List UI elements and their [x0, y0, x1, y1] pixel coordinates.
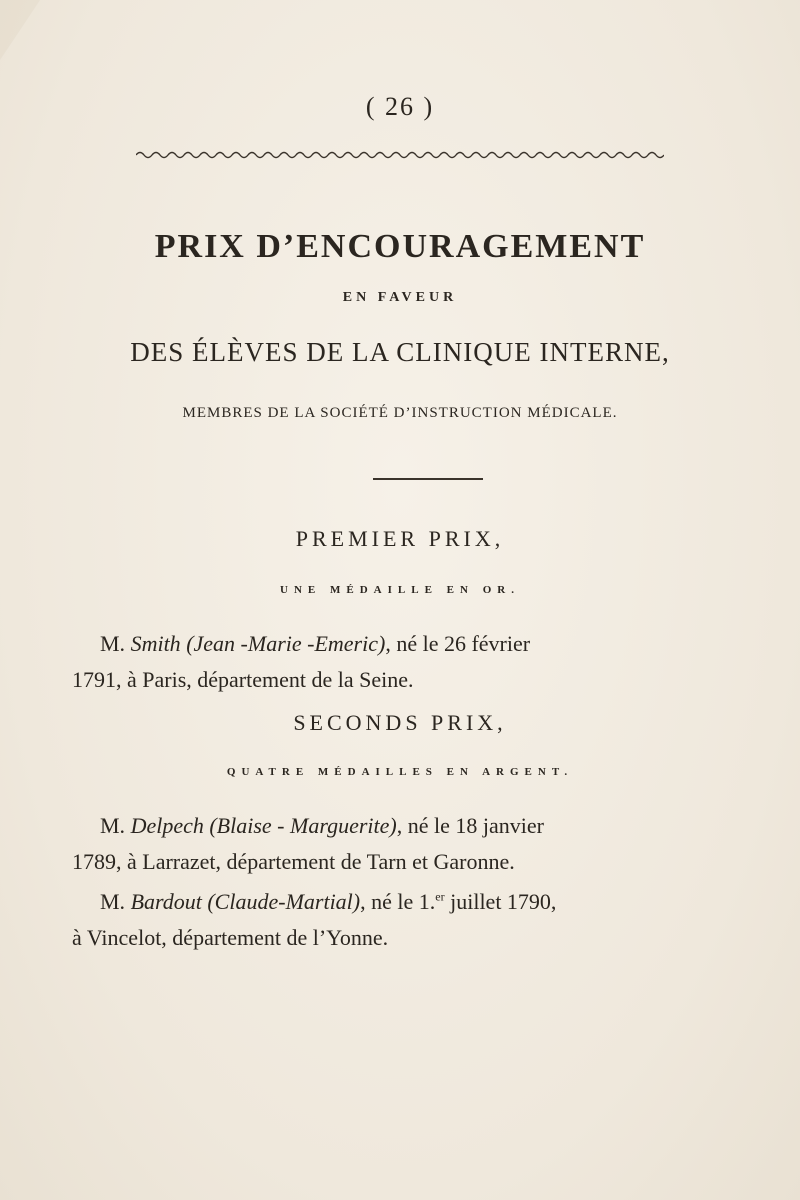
entry-birth-date: , né le 18 janvier — [396, 813, 544, 838]
first-prize-entry — [72, 626, 740, 698]
entry-birth-date-sup: er — [435, 889, 445, 904]
entry-birth-date: , né le 26 février — [385, 631, 531, 656]
subtitle-clinique: DES ÉLÈVES DE LA CLINIQUE INTERNE, — [130, 337, 670, 367]
entry-birth-place: 1791, à Paris, département de la Seine. — [72, 667, 414, 692]
entry-surname: Bardout — [130, 889, 202, 914]
page-number: ( 26 ) — [365, 92, 435, 121]
entry-birth-place: à Vincelot, département de l’Yonne. — [72, 925, 389, 950]
subtitle-societe: MEMBRES DE LA SOCIÉTÉ D’INSTRUCTION MÉDICALE. — [182, 405, 618, 421]
section-divider — [373, 478, 483, 480]
second-prize-entry-2 — [72, 884, 740, 956]
page-corner-fold — [0, 0, 40, 60]
second-prizes-award: QUATRE MÉDAILLES EN ARGENT. — [226, 766, 574, 778]
entry-prefix: M. — [100, 631, 131, 656]
second-prize-entry-1 — [72, 808, 740, 880]
entry-prefix: M. — [100, 813, 131, 838]
entry-birth-place: 1789, à Larrazet, département de Tarn et Garonne. — [72, 849, 515, 874]
first-prize-title: PREMIER PRIX, — [295, 526, 505, 551]
subtitle-en-faveur: EN FAVEUR — [342, 290, 458, 305]
entry-surname: Smith — [130, 631, 181, 656]
entry-given-names: (Blaise - Marguerite) — [209, 813, 397, 838]
entry-birth-date: , né le 1. — [360, 889, 436, 914]
first-prize-award: UNE MÉDAILLE EN OR. — [280, 584, 520, 596]
entry-given-names: (Jean -Marie -Emeric) — [186, 631, 386, 656]
wavy-rule — [136, 150, 664, 160]
main-title: PRIX D’ENCOURAGEMENT — [154, 228, 646, 265]
entry-prefix: M. — [100, 889, 131, 914]
entry-surname: Delpech — [130, 813, 204, 838]
second-prizes-title: SECONDS PRIX, — [293, 710, 507, 735]
entry-birth-date-end: juillet 1790, — [444, 889, 557, 914]
entry-given-names: (Claude-Martial) — [207, 889, 361, 914]
